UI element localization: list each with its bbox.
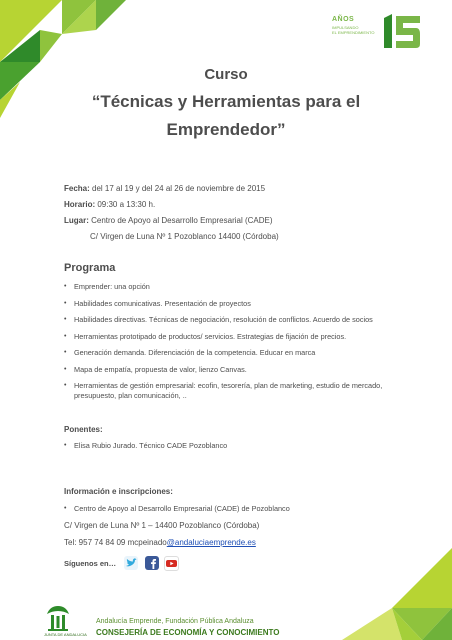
email-link[interactable]: @andaluciaemprende.es (166, 538, 256, 547)
logo-subline-1: IMPULSANDO (332, 25, 359, 30)
twitter-icon[interactable] (124, 556, 138, 570)
fecha-value: del 17 al 19 y del 24 al 26 de noviembre de 2015 (89, 184, 266, 193)
list-item: • Herramientas prototipado de productos/ servicios. Estrategias de fijación de precios. (64, 332, 390, 342)
contact-row (64, 538, 256, 547)
programa-list (64, 282, 390, 400)
list-item: • Generación demanda. Diferenciación de la competencia. Educar en marca (64, 348, 390, 358)
course-title-line-1: “Técnicas y Herramientas para el (91, 92, 361, 111)
fecha-label: Fecha: (64, 184, 90, 193)
inscripciones-list (64, 504, 390, 514)
lugar-label: Lugar: (64, 216, 89, 225)
inscripciones-heading: Información e inscripciones: (64, 487, 173, 496)
logo-subline-2: EL EMPRENDIMIENTO (332, 30, 375, 35)
list-item: • Elisa Rubio Jurado. Técnico CADE Pozoblanco (64, 441, 390, 451)
programa-heading: Programa (64, 262, 116, 274)
lugar-value: Centro de Apoyo al Desarrollo Empresarial (CADE) (88, 216, 273, 225)
list-item: • Centro de Apoyo al Desarrollo Empresarial (CADE) de Pozoblanco (64, 504, 390, 514)
youtube-icon[interactable] (164, 556, 179, 571)
ponentes-heading: Ponentes: (64, 425, 103, 434)
fecha-row (64, 184, 265, 193)
list-item: • Emprender: una opción (64, 282, 390, 292)
footer-line-2: CONSEJERÍA DE ECONOMÍA Y CONOCIMIENTO (96, 628, 280, 637)
horario-value: 09:30 a 13:30 h. (95, 200, 156, 209)
list-item: • Herramientas de gestión empresarial: ecofin, tesorería, plan de marketing, estudio de mercado, presupuesto, plan comunicación, .. (64, 381, 390, 400)
logo-anos-text: AÑOS (332, 16, 355, 23)
inscripciones-address: C/ Virgen de Luna Nº 1 – 14400 Pozoblanco (Córdoba) (64, 521, 260, 530)
anniversary-logo (332, 14, 422, 54)
horario-label: Horario: (64, 200, 96, 209)
phone-text: Tel: 957 74 84 09 mcpeinado (64, 538, 167, 547)
course-title-line-2: Emprendedor” (166, 120, 286, 139)
facebook-icon[interactable] (145, 556, 159, 570)
lugar-address: C/ Virgen de Luna Nº 1 Pozoblanco 14400 (Córdoba) (90, 232, 279, 241)
horario-row (64, 200, 155, 209)
list-item: • Habilidades comunicativas. Presentación de proyectos (64, 299, 390, 309)
social-label: Síguenos en… (64, 559, 117, 568)
list-item: • Mapa de empatía, propuesta de valor, lienzo Canvas. (64, 365, 390, 375)
junta-caption: JUNTA DE ANDALUCIA (44, 632, 87, 637)
number-15-icon (382, 14, 422, 50)
ponentes-list (64, 441, 390, 451)
junta-andalucia-emblem-icon (42, 604, 74, 632)
lugar-row (64, 216, 273, 225)
course-label: Curso (204, 66, 248, 83)
footer-line-1: Andalucía Emprende, Fundación Pública Andaluza (96, 618, 254, 625)
list-item: • Habilidades directivas. Técnicas de negociación, resolución de conflictos. Acuerdo de socios (64, 315, 390, 325)
decorative-triangles-bottom-right (342, 548, 452, 640)
